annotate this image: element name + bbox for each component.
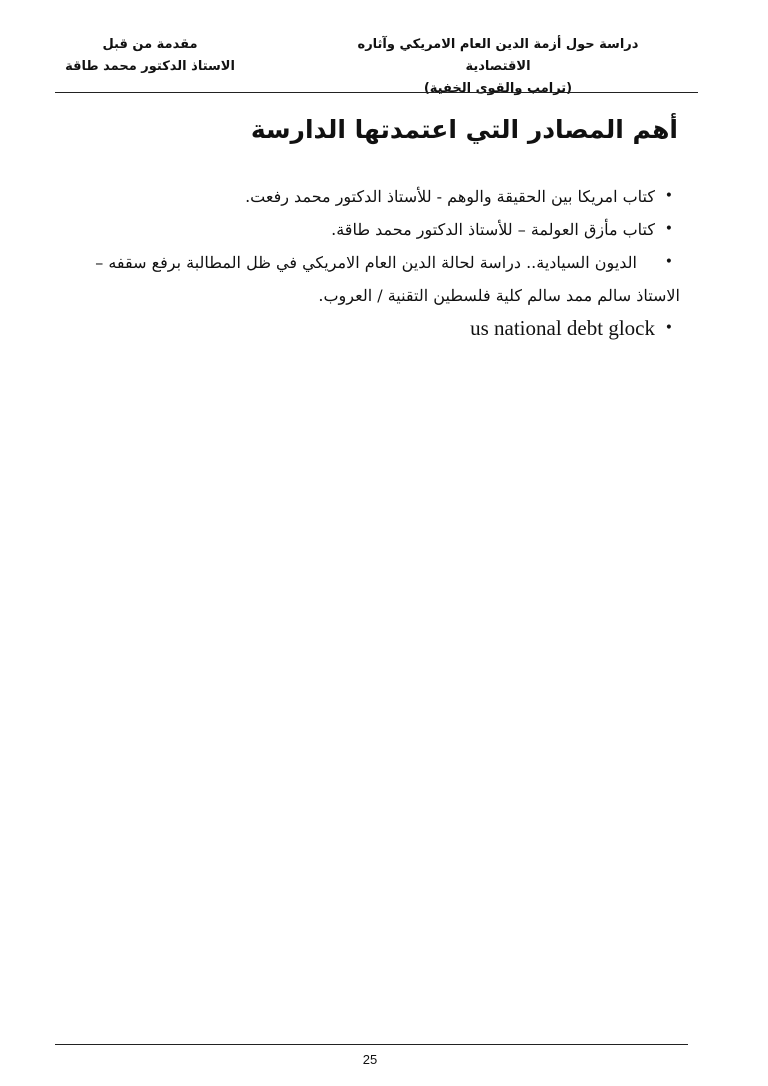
source-text: us national debt glock: [470, 316, 655, 340]
sources-list: [55, 180, 698, 346]
author-name: الاستاذ الدكتور محمد طاقة: [65, 59, 235, 74]
section-title: أهم المصادر التي اعتمدتها الدارسة: [250, 115, 678, 144]
study-title-block: [328, 34, 668, 100]
page-content: [55, 108, 698, 346]
footer-divider: [55, 1044, 688, 1045]
author-block: [55, 34, 245, 78]
header-divider: [55, 92, 698, 93]
bullet-icon: •: [664, 221, 673, 237]
list-item: [55, 312, 673, 346]
list-item: [55, 180, 673, 213]
presented-by-label: مقدمة من قبل: [102, 37, 198, 52]
page-number: 25: [362, 1052, 378, 1067]
source-text: الديون السيادية.. دراسة لحالة الدين العام الامريكي في ظل المطالبة برفع سقفه –: [95, 253, 637, 272]
study-title-line1: دراسة حول أزمة الدين العام الامريكي وآثاره الاقتصادية: [357, 37, 639, 74]
source-text: كتاب امريكا بين الحقيقة والوهم - للأستاذ الدكتور محمد رفعت.: [245, 187, 655, 206]
source-text: كتاب مأزق العولمة – للأستاذ الدكتور محمد طاقة.: [331, 220, 655, 239]
list-item: [55, 246, 698, 312]
bullet-icon: •: [664, 188, 673, 204]
bullet-icon: •: [664, 254, 673, 270]
source-text-continuation: الاستاذ سالم ممد سالم كلية فلسطين التقنية / العروب.: [318, 286, 680, 305]
bullet-icon: •: [664, 320, 673, 336]
study-title-line2: (ترامب والقوى الخفية): [423, 81, 573, 96]
page-header: [55, 34, 698, 96]
list-item: [55, 213, 673, 246]
